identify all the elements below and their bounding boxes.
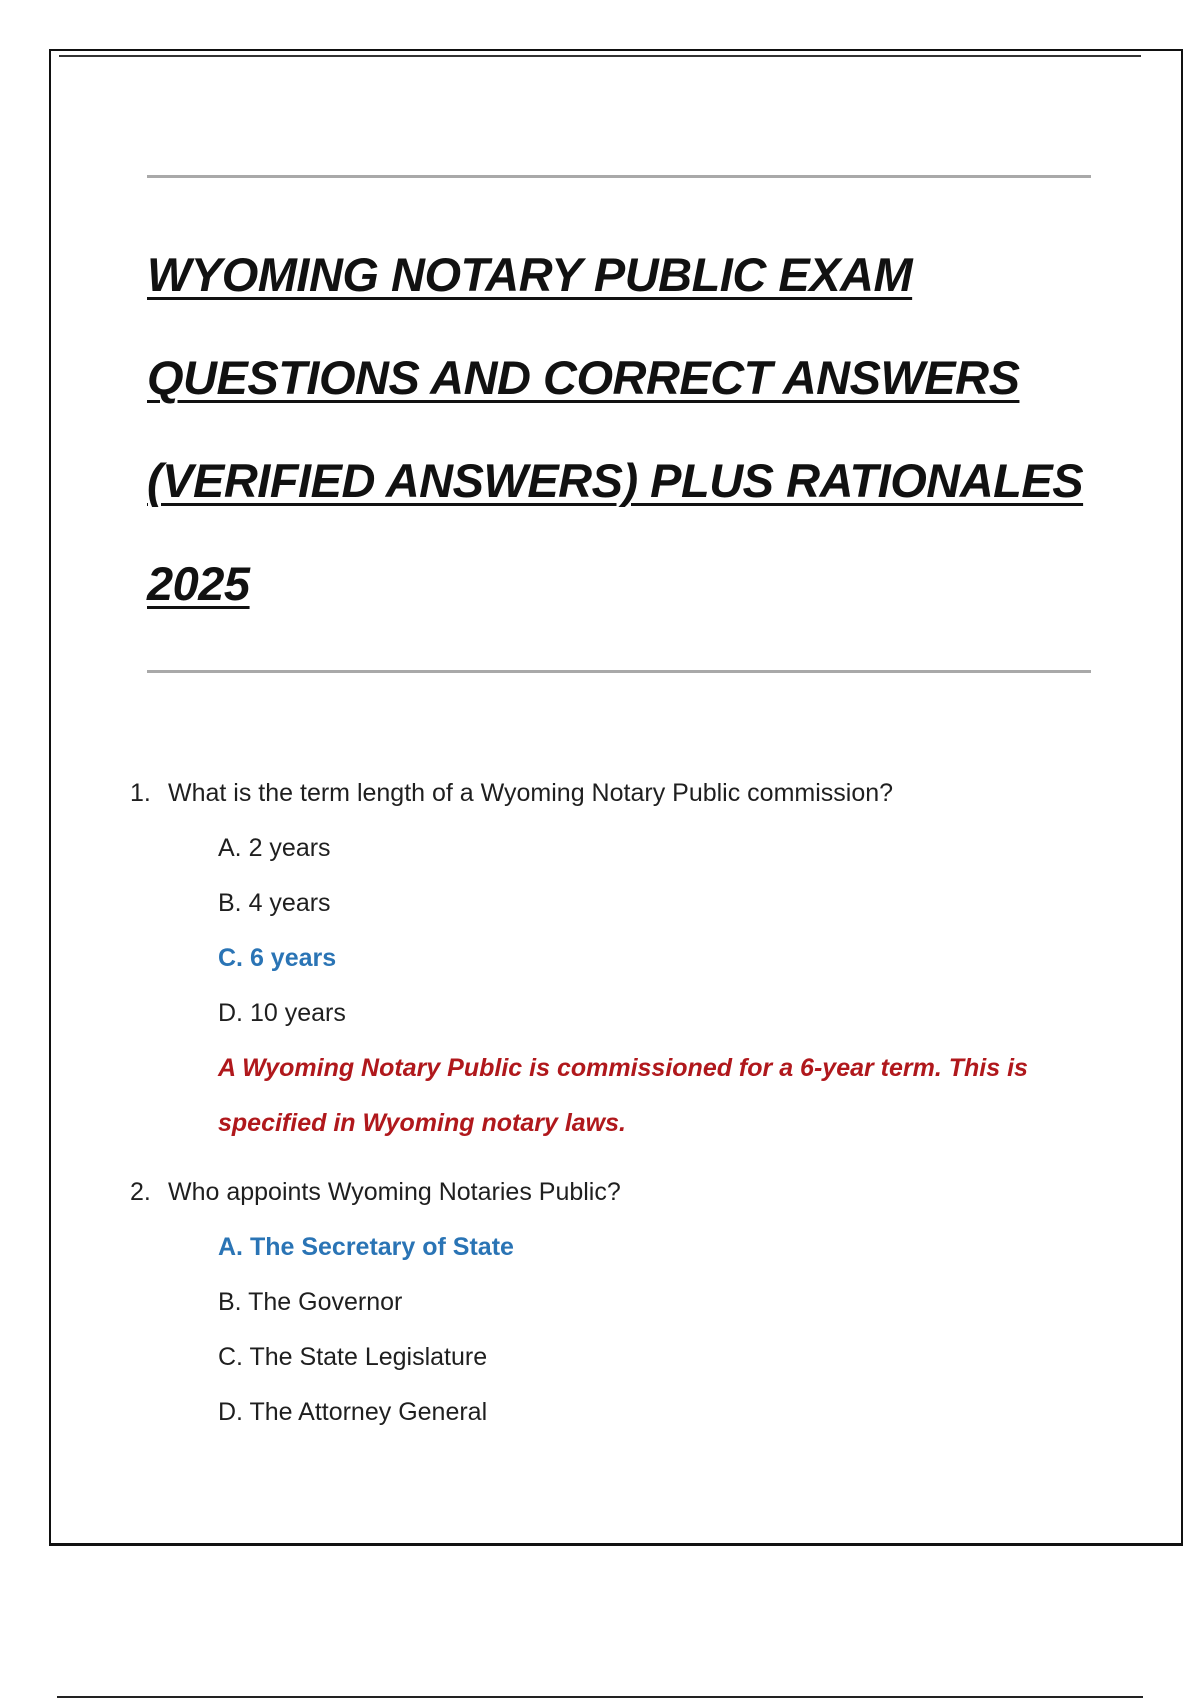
question-stem — [130, 1165, 1050, 1220]
title-divider-bottom — [147, 670, 1091, 673]
rationale-text: A Wyoming Notary Public is commissioned for a 6-year term. This is specified in Wyoming notary laws. — [218, 1054, 1028, 1137]
answer-option: B. 4 years — [218, 889, 331, 917]
title-line: QUESTIONS AND CORRECT ANSWERS — [147, 351, 1020, 404]
title-divider-top — [147, 175, 1091, 178]
answer-option: B. The Governor — [218, 1288, 403, 1316]
title-line: 2025 — [147, 557, 250, 610]
title-line: (VERIFIED ANSWERS) PLUS RATIONALES — [147, 454, 1084, 507]
question-number: 1. — [130, 779, 151, 807]
answer-option-correct: A. The Secretary of State — [218, 1233, 514, 1261]
question-text: What is the term length of a Wyoming Notary Public commission? — [168, 779, 894, 807]
document-title — [147, 223, 1107, 635]
question-number: 2. — [130, 1178, 151, 1206]
question-1 — [130, 766, 1050, 1151]
title-line: WYOMING NOTARY PUBLIC EXAM — [147, 248, 913, 301]
question-stem — [130, 766, 1050, 821]
answer-option: D. The Attorney General — [218, 1398, 488, 1426]
question-list — [130, 766, 1050, 1440]
answer-option: A. 2 years — [218, 834, 331, 862]
answer-option-correct: C. 6 years — [218, 944, 337, 972]
question-2 — [130, 1165, 1050, 1440]
header-rule — [59, 55, 1141, 57]
answer-option: D. 10 years — [218, 999, 346, 1027]
question-text: Who appoints Wyoming Notaries Public? — [168, 1178, 621, 1206]
answer-option: C. The State Legislature — [218, 1343, 488, 1371]
next-page-rule — [57, 1696, 1143, 1698]
